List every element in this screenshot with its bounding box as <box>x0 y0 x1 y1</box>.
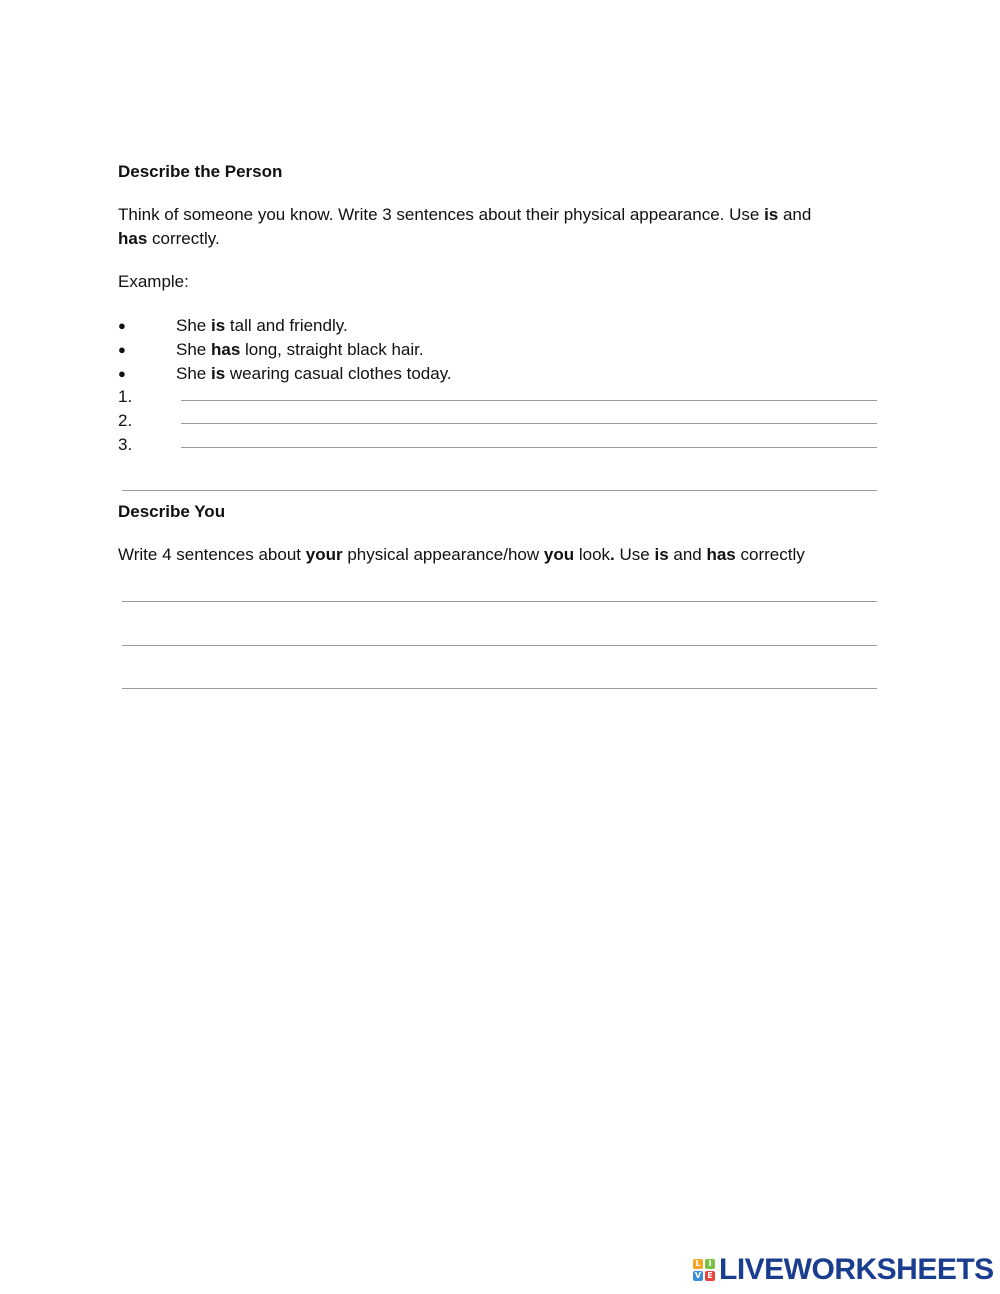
answer-line-extra[interactable] <box>122 490 877 491</box>
example-item: She has long, straight black hair. <box>176 340 424 359</box>
section-heading-describe-you: Describe You <box>118 502 226 521</box>
instructions-text-and: and <box>778 205 812 224</box>
bullet-icon: ● <box>118 318 126 333</box>
logo-cell: I <box>705 1259 715 1269</box>
answer-line-2[interactable] <box>181 423 877 424</box>
answer-number: 3. <box>118 435 133 454</box>
section-heading-describe-person: Describe the Person <box>118 162 283 181</box>
bullet-icon: ● <box>118 342 126 357</box>
instructions-text: Think of someone you know. Write 3 sentences about their physical appearance. Use <box>118 205 765 224</box>
example-item: She is tall and friendly. <box>176 316 348 335</box>
logo-cell: L <box>693 1259 703 1269</box>
answer-line-you-3[interactable] <box>122 688 877 689</box>
answer-line-3[interactable] <box>181 447 877 448</box>
bullet-icon: ● <box>118 366 126 381</box>
answer-line-1[interactable] <box>181 400 877 401</box>
example-label: Example: <box>118 272 189 291</box>
instructions-line-1 <box>118 203 811 227</box>
instructions-bold-is: is <box>764 205 779 224</box>
logo-wordmark: LIVEWORKSHEETS <box>719 1253 994 1286</box>
instructions-line-2 <box>118 227 220 251</box>
logo-cell: E <box>705 1271 715 1281</box>
answer-line-you-1[interactable] <box>122 601 877 602</box>
example-item: She is wearing casual clothes today. <box>176 364 452 383</box>
live-icon <box>693 1259 715 1281</box>
instructions-describe-you: Write 4 sentences about your physical appearance/how you look. Use is and has correctly <box>118 545 805 564</box>
answer-number: 1. <box>118 387 133 406</box>
answer-line-you-2[interactable] <box>122 645 877 646</box>
liveworksheets-logo <box>693 1253 994 1286</box>
instructions-bold-has: has <box>118 229 148 248</box>
instructions-text-correctly: correctly. <box>147 229 220 248</box>
answer-number: 2. <box>118 411 133 430</box>
logo-cell: V <box>694 1271 702 1280</box>
